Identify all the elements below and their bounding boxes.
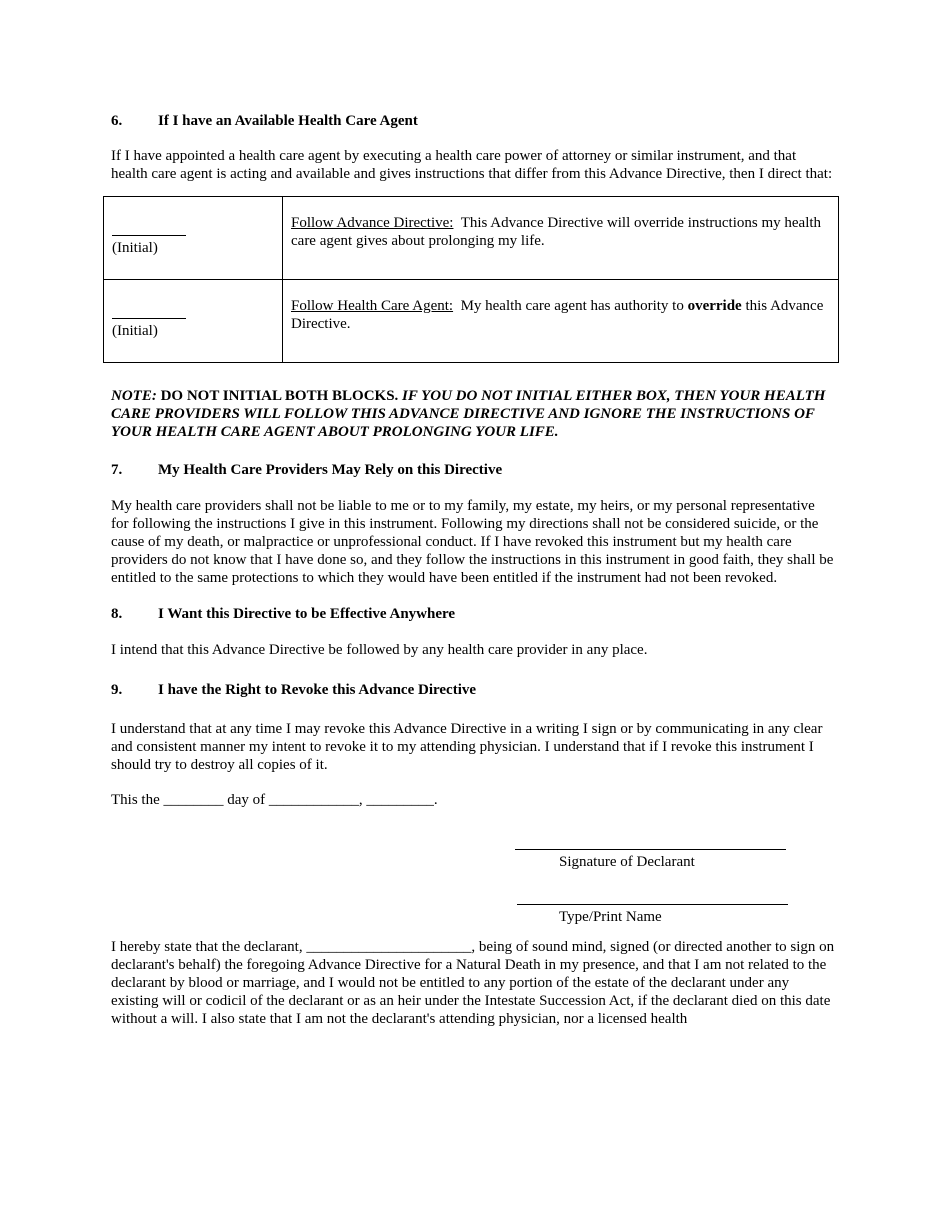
signature-line[interactable] xyxy=(515,849,786,850)
initial-box[interactable] xyxy=(104,197,283,280)
section-9-heading xyxy=(111,681,836,699)
section-title: If I have an Available Health Care Agent xyxy=(158,113,418,129)
option-heading: Follow Advance Directive: xyxy=(291,215,454,231)
option-text xyxy=(283,280,839,363)
print-name-label: Type/Print Name xyxy=(559,909,662,925)
section-6-intro: If I have appointed a health care agent by executing a health care power of attorney or similar instrument, and that health care agent is acting and available and gives instructions that differ from this Advance Directive, then I direct that: xyxy=(111,148,833,182)
section-8-body: I intend that this Advance Directive be followed by any health care provider in any place. xyxy=(111,642,648,658)
section-title: I Want this Directive to be Effective Anywhere xyxy=(158,606,456,622)
option-body: This Advance Directive will override instructions my health care agent gives about prolonging my life. xyxy=(291,215,822,249)
note-bold: DO NOT INITIAL BOTH BLOCKS. xyxy=(160,388,399,404)
date-line[interactable]: This the ________ day of ____________, _________. xyxy=(111,792,438,808)
document-page xyxy=(111,112,836,1028)
option-body: My health care agent has authority to xyxy=(460,298,684,314)
initial-label: (Initial) xyxy=(112,323,158,339)
section-number: 8. xyxy=(111,606,123,622)
note-label: NOTE: xyxy=(111,388,157,404)
signature-label: Signature of Declarant xyxy=(559,854,695,870)
initial-box[interactable] xyxy=(104,280,283,363)
section-6-heading xyxy=(111,112,836,130)
agent-choice-table xyxy=(103,196,839,363)
option-text xyxy=(283,197,839,280)
section-title: I have the Right to Revoke this Advance Directive xyxy=(158,682,477,698)
witness-statement: I hereby state that the declarant, ______________________, being of sound mind, signed (or directed another to sign on declarant's behalf) the foregoing Advance Directive for a Natural Death in my presence, and that I am not related to the declarant by blood or marriage, and I would not be entitled to any portion of the estate of the declarant under any existing will or codicil of the declarant or as an heir under the Intestate Succession Act, if the declarant died on this date without a will. I also state that I am not the declarant's attending physician, nor a licensed health xyxy=(111,939,835,1027)
section-7-body: My health care providers shall not be liable to me or to my family, my estate, my heirs, or my personal representative for following the instructions I give in this instrument. Following my directions shall not be considered suicide, or the cause of my death, or malpractice or unprofessional conduct. If I have revoked this instrument but my health care providers do not know that I have done so, and they follow the instructions in this instrument in good faith, they shall be entitled to the same protections to which they would have been entitled if the instrument had not been revoked. xyxy=(111,498,834,586)
signature-block xyxy=(111,809,836,927)
option-heading: Follow Health Care Agent: xyxy=(291,298,454,314)
section-title: My Health Care Providers May Rely on this Directive xyxy=(158,462,503,478)
initial-line xyxy=(112,235,186,236)
section-number: 9. xyxy=(111,682,123,698)
print-name-line[interactable] xyxy=(517,904,788,905)
table-row xyxy=(104,197,839,280)
initial-label: (Initial) xyxy=(112,240,158,256)
table-row xyxy=(104,280,839,363)
section-8-heading xyxy=(111,605,836,623)
option-emphasis: override xyxy=(687,298,742,314)
initial-line xyxy=(112,318,186,319)
section-9-body: I understand that at any time I may revoke this Advance Directive in a writing I sign or by communicating in any clear and consistent manner my intent to revoke it to my attending physician. I understand that if I revoke this instrument I should try to destroy all copies of it. xyxy=(111,721,823,773)
section-7-heading xyxy=(111,461,836,479)
section-number: 7. xyxy=(111,462,123,478)
note-warning xyxy=(111,387,836,441)
note-italic: IF YOU DO NOT INITIAL EITHER BOX, THEN YOUR HEALTH CARE PROVIDERS WILL FOLLOW THIS ADVANCE DIRECTIVE AND IGNORE THE INSTRUCTIONS OF YOUR HEALTH CARE AGENT ABOUT PROLONGING YOUR LIFE. xyxy=(111,388,826,440)
section-number: 6. xyxy=(111,113,123,129)
option-body-end: this Advance Directive. xyxy=(291,298,824,332)
